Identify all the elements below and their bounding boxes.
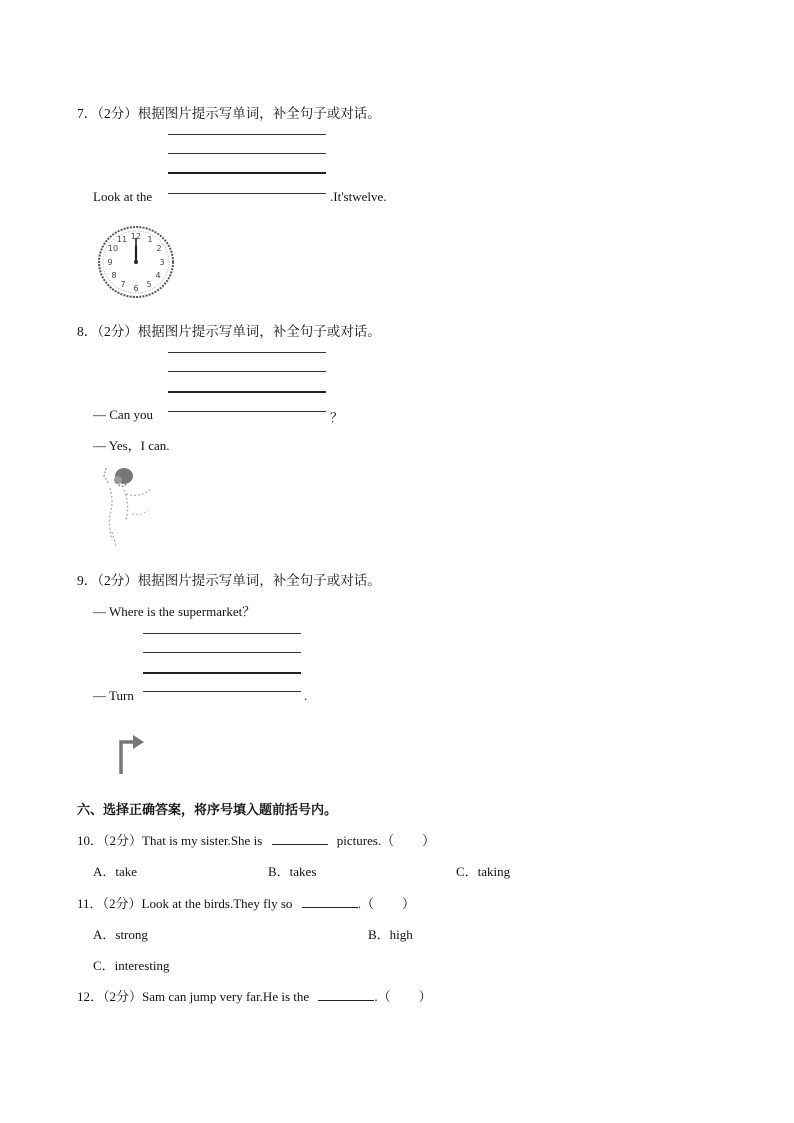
q11-option-a[interactable]: A．strong [93,927,148,942]
q9-writing-line-3 [143,672,301,674]
q7-writing-line-3 [168,172,326,174]
svg-text:11: 11 [116,235,128,244]
q9-line2-prefix: — Turn [93,688,134,703]
turn-right-arrow-icon [114,730,146,776]
svg-text:7: 7 [120,280,126,289]
q11-option-c[interactable]: C．interesting [93,958,170,973]
q10-blank[interactable] [272,833,328,845]
svg-text:6: 6 [133,284,139,293]
q9-writing-line-1 [143,633,301,634]
svg-text:2: 2 [156,244,162,253]
svg-text:12: 12 [130,232,142,241]
q7-sentence-suffix: .It'stwelve. [330,189,387,204]
q8-line1-suffix: ？ [330,410,344,425]
svg-text:1: 1 [147,235,153,244]
q12-blank[interactable] [318,989,374,1001]
section-6-heading: 六、选择正确答案，将序号填入题前括号内。 [77,802,338,817]
q9-writing-line-2 [143,652,301,653]
q11-stem-after: .（ [357,896,374,911]
svg-text:3: 3 [159,258,165,267]
q7-title: 7．（2分）根据图片提示写单词，补全句子或对话。 [77,106,381,121]
q11-stem [77,893,415,912]
dancing-girl-icon [96,462,156,546]
q12-stem [77,986,432,1005]
q7-sentence-prefix: Look at the [93,189,153,204]
svg-text:5: 5 [146,280,152,289]
q8-writing-line-1 [168,352,326,353]
svg-text:9: 9 [107,258,113,267]
q11-blank[interactable] [302,896,358,908]
q10-stem-after: pictures.（ [336,833,395,848]
q10-option-a[interactable]: A．take [93,864,138,879]
q10-option-c[interactable]: C．taking [456,864,511,879]
q8-writing-line-3 [168,391,326,393]
svg-text:8: 8 [111,271,117,280]
q9-line2-suffix: . [304,688,308,703]
q9-answer-line[interactable] [143,691,301,692]
svg-text:10: 10 [107,244,119,253]
q12-stem-after: .（ [374,989,391,1004]
q7-answer-line[interactable] [168,193,326,194]
q11-close-paren: ） [401,896,415,911]
q10-option-b[interactable]: B．takes [268,864,317,879]
q8-writing-line-2 [168,371,326,372]
q7-writing-line-1 [168,134,326,135]
q8-title: 8．（2分）根据图片提示写单词，补全句子或对话。 [77,324,381,339]
q11-option-b[interactable]: B．high [368,927,413,942]
q10-stem-before: 10．（2分）That is my sister.She is [77,833,263,848]
q10-close-paren: ） [422,833,436,848]
clock-icon [96,224,176,300]
q8-line1-prefix: — Can you [93,407,153,422]
q9-title: 9．（2分）根据图片提示写单词，补全句子或对话。 [77,573,381,588]
q12-close-paren: ） [418,989,432,1004]
q8-answer-line[interactable] [168,411,326,412]
q8-line2: — Yes，I can. [93,438,170,453]
q9-line1: — Where is the supermarket？ [93,604,256,619]
q10-stem [77,830,435,849]
q11-stem-before: 11．（2分）Look at the birds.They fly so [77,896,293,911]
q12-stem-before: 12．（2分）Sam can jump very far.He is the [77,989,310,1004]
q7-writing-line-2 [168,153,326,154]
svg-text:4: 4 [155,271,161,280]
